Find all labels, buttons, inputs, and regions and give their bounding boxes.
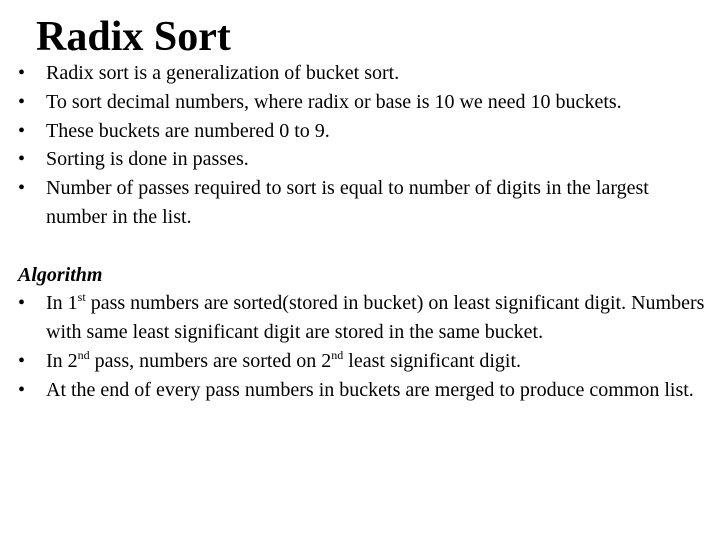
list-item: [18, 145, 708, 174]
section-spacer: [18, 232, 708, 261]
bullet-icon: •: [18, 378, 26, 401]
pass2-ordinal-2: nd: [331, 347, 344, 362]
bullet-icon: •: [18, 62, 26, 84]
bullet-icon: •: [18, 292, 26, 315]
list-item: [18, 59, 708, 88]
bullet-text: Number of passes required to sort is equal to number of digits in the largest number in the list.: [46, 177, 649, 228]
intro-bullet-list: [18, 59, 708, 232]
pass2-middle: pass, numbers are sorted on 2: [89, 349, 332, 372]
list-item: [18, 289, 708, 347]
bullet-icon: •: [18, 148, 26, 171]
list-item: [18, 347, 708, 376]
list-item: [18, 88, 708, 117]
algorithm-bullet-list: [18, 289, 708, 404]
list-item: [18, 174, 708, 232]
pass2-ordinal-1: nd: [77, 347, 90, 362]
bullet-text: [46, 347, 522, 372]
bullet-icon: •: [18, 119, 26, 142]
pass1-ordinal: st: [77, 290, 86, 305]
pass1-prefix: In 1: [46, 292, 78, 315]
pass2-prefix: In 2: [46, 349, 78, 372]
slide-content: [18, 59, 708, 405]
algorithm-heading: Algorithm: [18, 263, 103, 286]
bullet-text: These buckets are numbered 0 to 9.: [46, 119, 330, 142]
bullet-text: At the end of every pass numbers in buckets are merged to produce common list.: [46, 378, 694, 401]
bullet-text: To sort decimal numbers, where radix or base is 10 we need 10 buckets.: [46, 90, 622, 113]
pass1-rest: pass numbers are sorted(stored in bucket) on least significant digit. Numbers with same least significant digit are stored in the same bucket.: [46, 292, 705, 344]
bullet-icon: •: [18, 90, 26, 113]
bullet-icon: •: [18, 177, 26, 200]
list-item: [18, 376, 708, 405]
bullet-icon: •: [18, 349, 26, 372]
bullet-text: Radix sort is a generalization of bucket sort.: [46, 62, 400, 84]
slide-title: Radix Sort: [36, 14, 231, 60]
bullet-text: Sorting is done in passes.: [46, 148, 249, 171]
bullet-text: [46, 292, 704, 343]
pass2-rest: least significant digit.: [343, 349, 522, 372]
list-item: [18, 117, 708, 146]
